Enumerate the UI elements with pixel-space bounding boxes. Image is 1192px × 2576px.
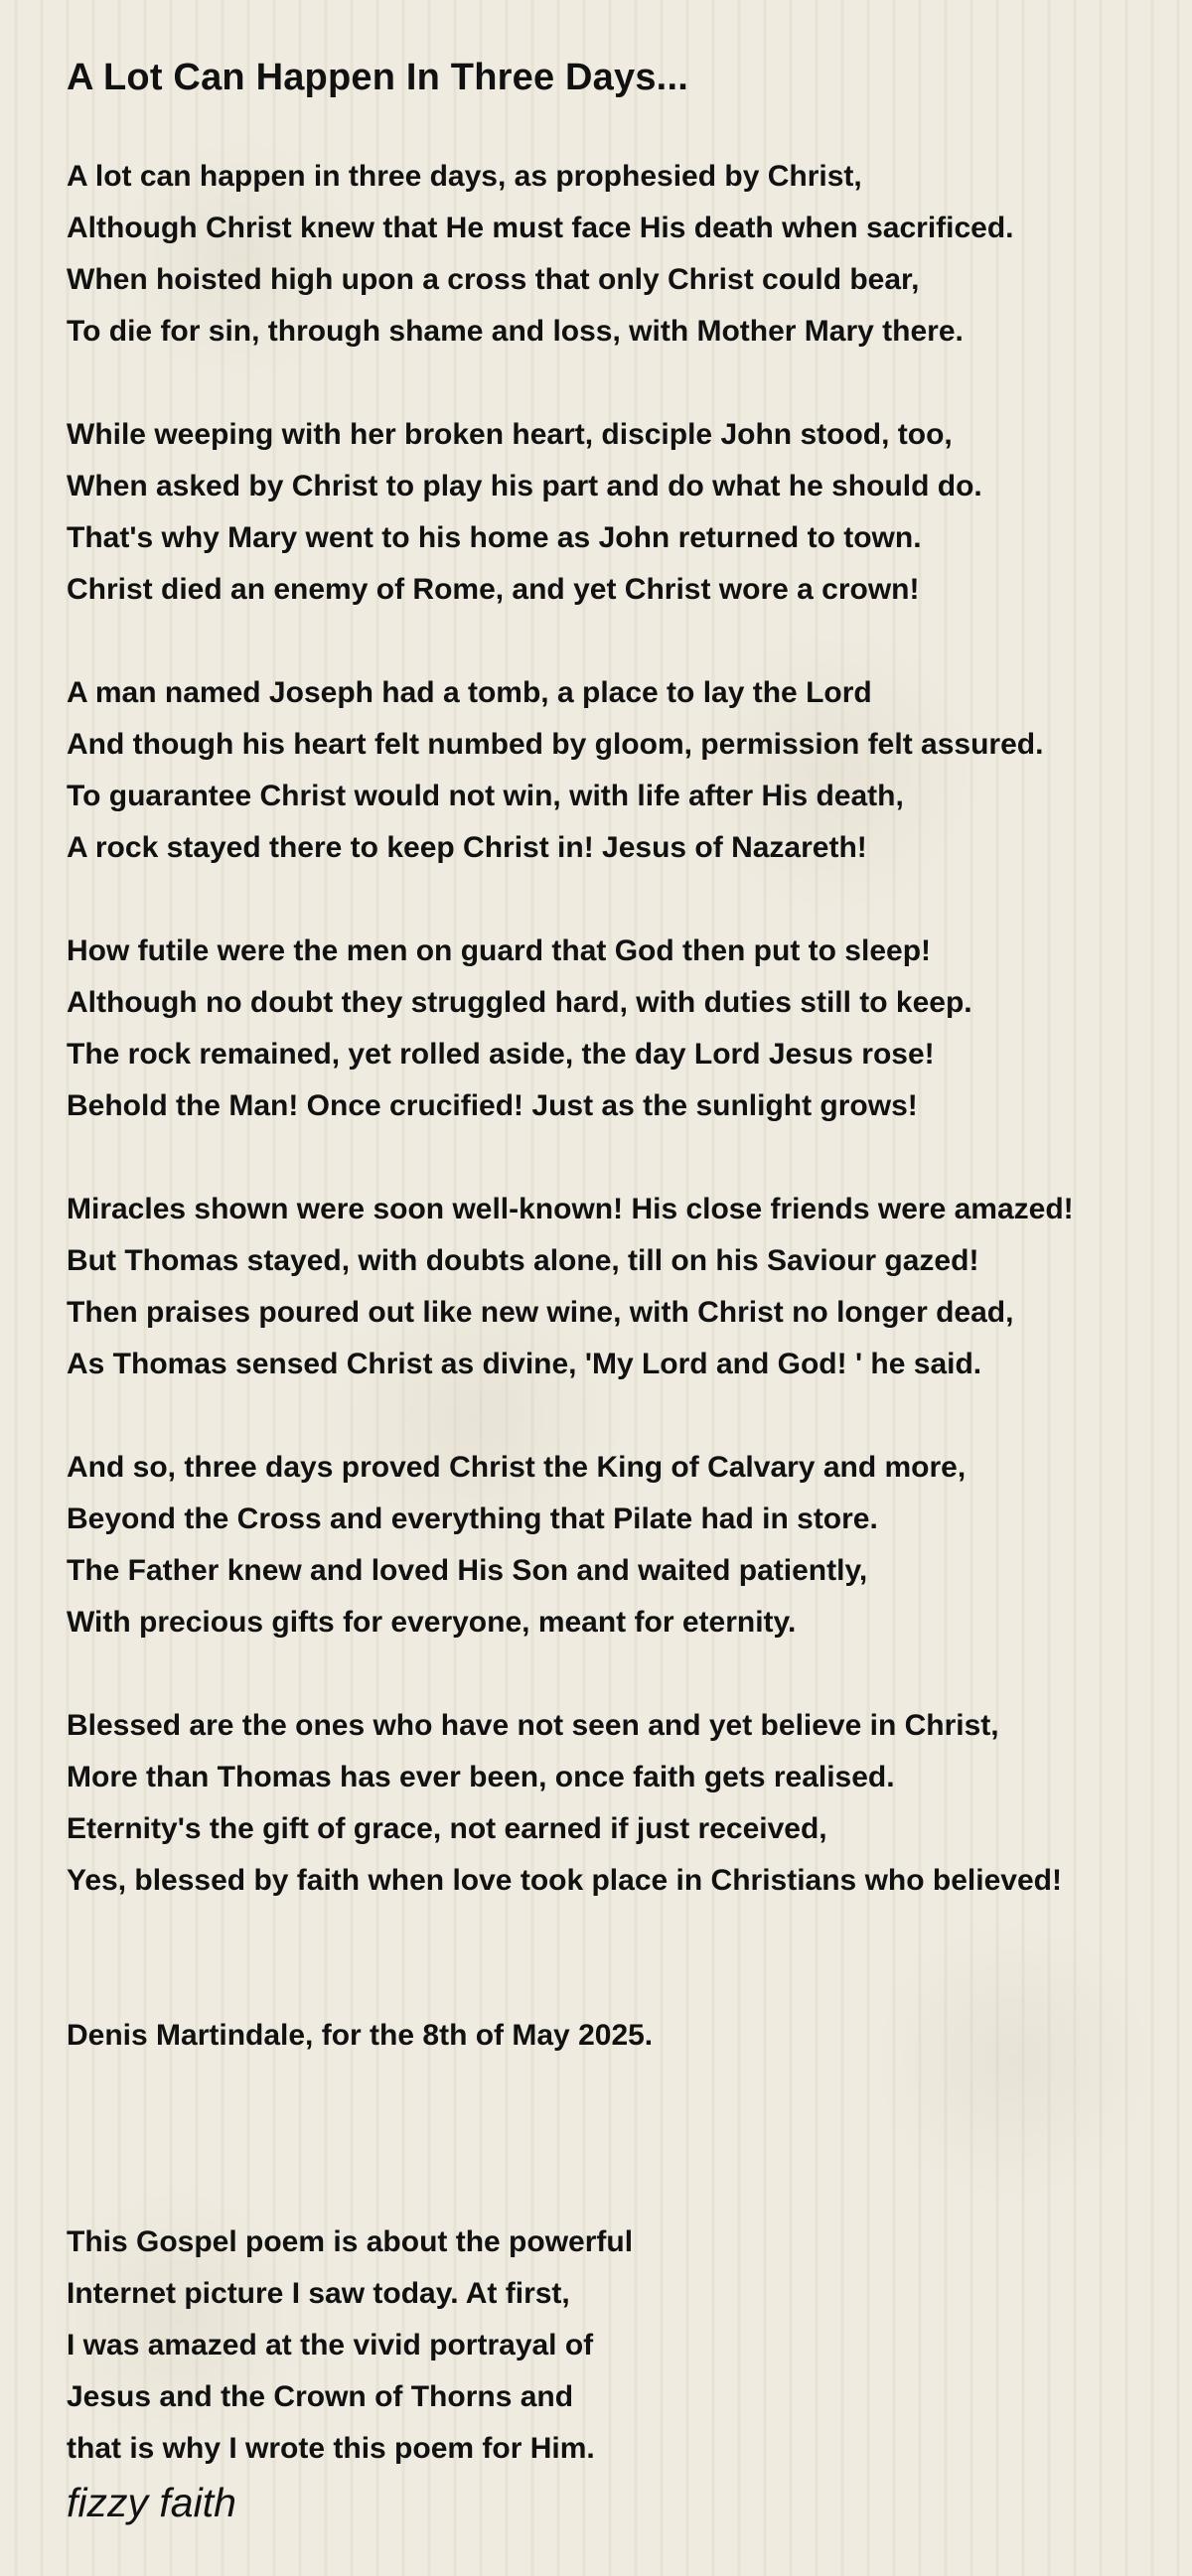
poem-line: Blessed are the ones who have not seen and yet believe in Christ, [67,1709,999,1742]
stanza-break [67,2113,1184,2165]
poem-line: Internet picture I saw today. At first, [67,2277,570,2310]
poem-line: The rock remained, yet rolled aside, the day Lord Jesus rose! [67,1038,935,1071]
stanza-break [67,2062,1184,2113]
poem-line: Then praises poured out like new wine, with Christ no longer dead, [67,1296,1014,1329]
poem-line: Although no doubt they struggled hard, with duties still to keep. [67,986,972,1019]
poem-line: The Father knew and loved His Son and waited patiently, [67,1554,868,1587]
poem-line: And so, three days proved Christ the King of Calvary and more, [67,1451,967,1484]
poem-line: As Thomas sensed Christ as divine, 'My Lord and God! ' he said. [67,1348,982,1380]
poem-line: Jesus and the Crown of Thorns and [67,2380,574,2413]
poem-body [67,151,1184,2475]
poem-line: This Gospel poem is about the powerful [67,2225,634,2258]
poem-line: To die for sin, through shame and loss, with Mother Mary there. [67,315,964,348]
stanza-break [67,874,1184,926]
stanza-break [67,616,1184,667]
poem-line: Miracles shown were soon well-known! His close friends were amazed! [67,1193,1074,1225]
poem-line: Behold the Man! Once crucified! Just as the sunlight grows! [67,1089,918,1122]
poem-line: A rock stayed there to keep Christ in! Jesus of Nazareth! [67,831,867,864]
poem-line: When hoisted high upon a cross that only Christ could bear, [67,263,920,296]
poem-line: Although Christ knew that He must face His death when sacrificed. [67,212,1014,244]
poem-title: A Lot Can Happen In Three Days... [67,57,688,98]
poem-line: How futile were the men on guard that God then put to sleep! [67,934,932,967]
poem-line: Eternity's the gift of grace, not earned if just received, [67,1812,827,1845]
stanza-break [67,358,1184,409]
stanza-break [67,1907,1184,1958]
poem-line: Yes, blessed by faith when love took place in Christians who believed! [67,1864,1062,1897]
poem-line: That's why Mary went to his home as John returned to town. [67,521,922,554]
stanza-break [67,1648,1184,1700]
stanza-break [67,1958,1184,2010]
poem-line: Denis Martindale, for the 8th of May 2025. [67,2019,654,2052]
poem-line: And though his heart felt numbed by gloom, permission felt assured. [67,728,1044,761]
poem-author: fizzy faith [67,2480,236,2525]
poem-line: Beyond the Cross and everything that Pilate had in store. [67,1503,878,1535]
stanza-break [67,1132,1184,1184]
poem-line: With precious gifts for everyone, meant for eternity. [67,1606,797,1639]
poem-line: While weeping with her broken heart, disciple John stood, too, [67,418,953,451]
poem-line: More than Thomas has ever been, once faith gets realised. [67,1761,895,1793]
poem-line: I was amazed at the vivid portrayal of [67,2329,594,2361]
poem-line: that is why I wrote this poem for Him. [67,2432,595,2465]
poem-line: When asked by Christ to play his part and do what he should do. [67,470,982,502]
stanza-break [67,2165,1184,2217]
poem-line: But Thomas stayed, with doubts alone, till on his Saviour gazed! [67,1244,979,1277]
stanza-break [67,1390,1184,1442]
poem-line: To guarantee Christ would not win, with life after His death, [67,780,904,812]
poem-line: Christ died an enemy of Rome, and yet Christ wore a crown! [67,573,920,606]
poem-line: A lot can happen in three days, as prophesied by Christ, [67,160,862,193]
poem-line: A man named Joseph had a tomb, a place to lay the Lord [67,676,872,709]
